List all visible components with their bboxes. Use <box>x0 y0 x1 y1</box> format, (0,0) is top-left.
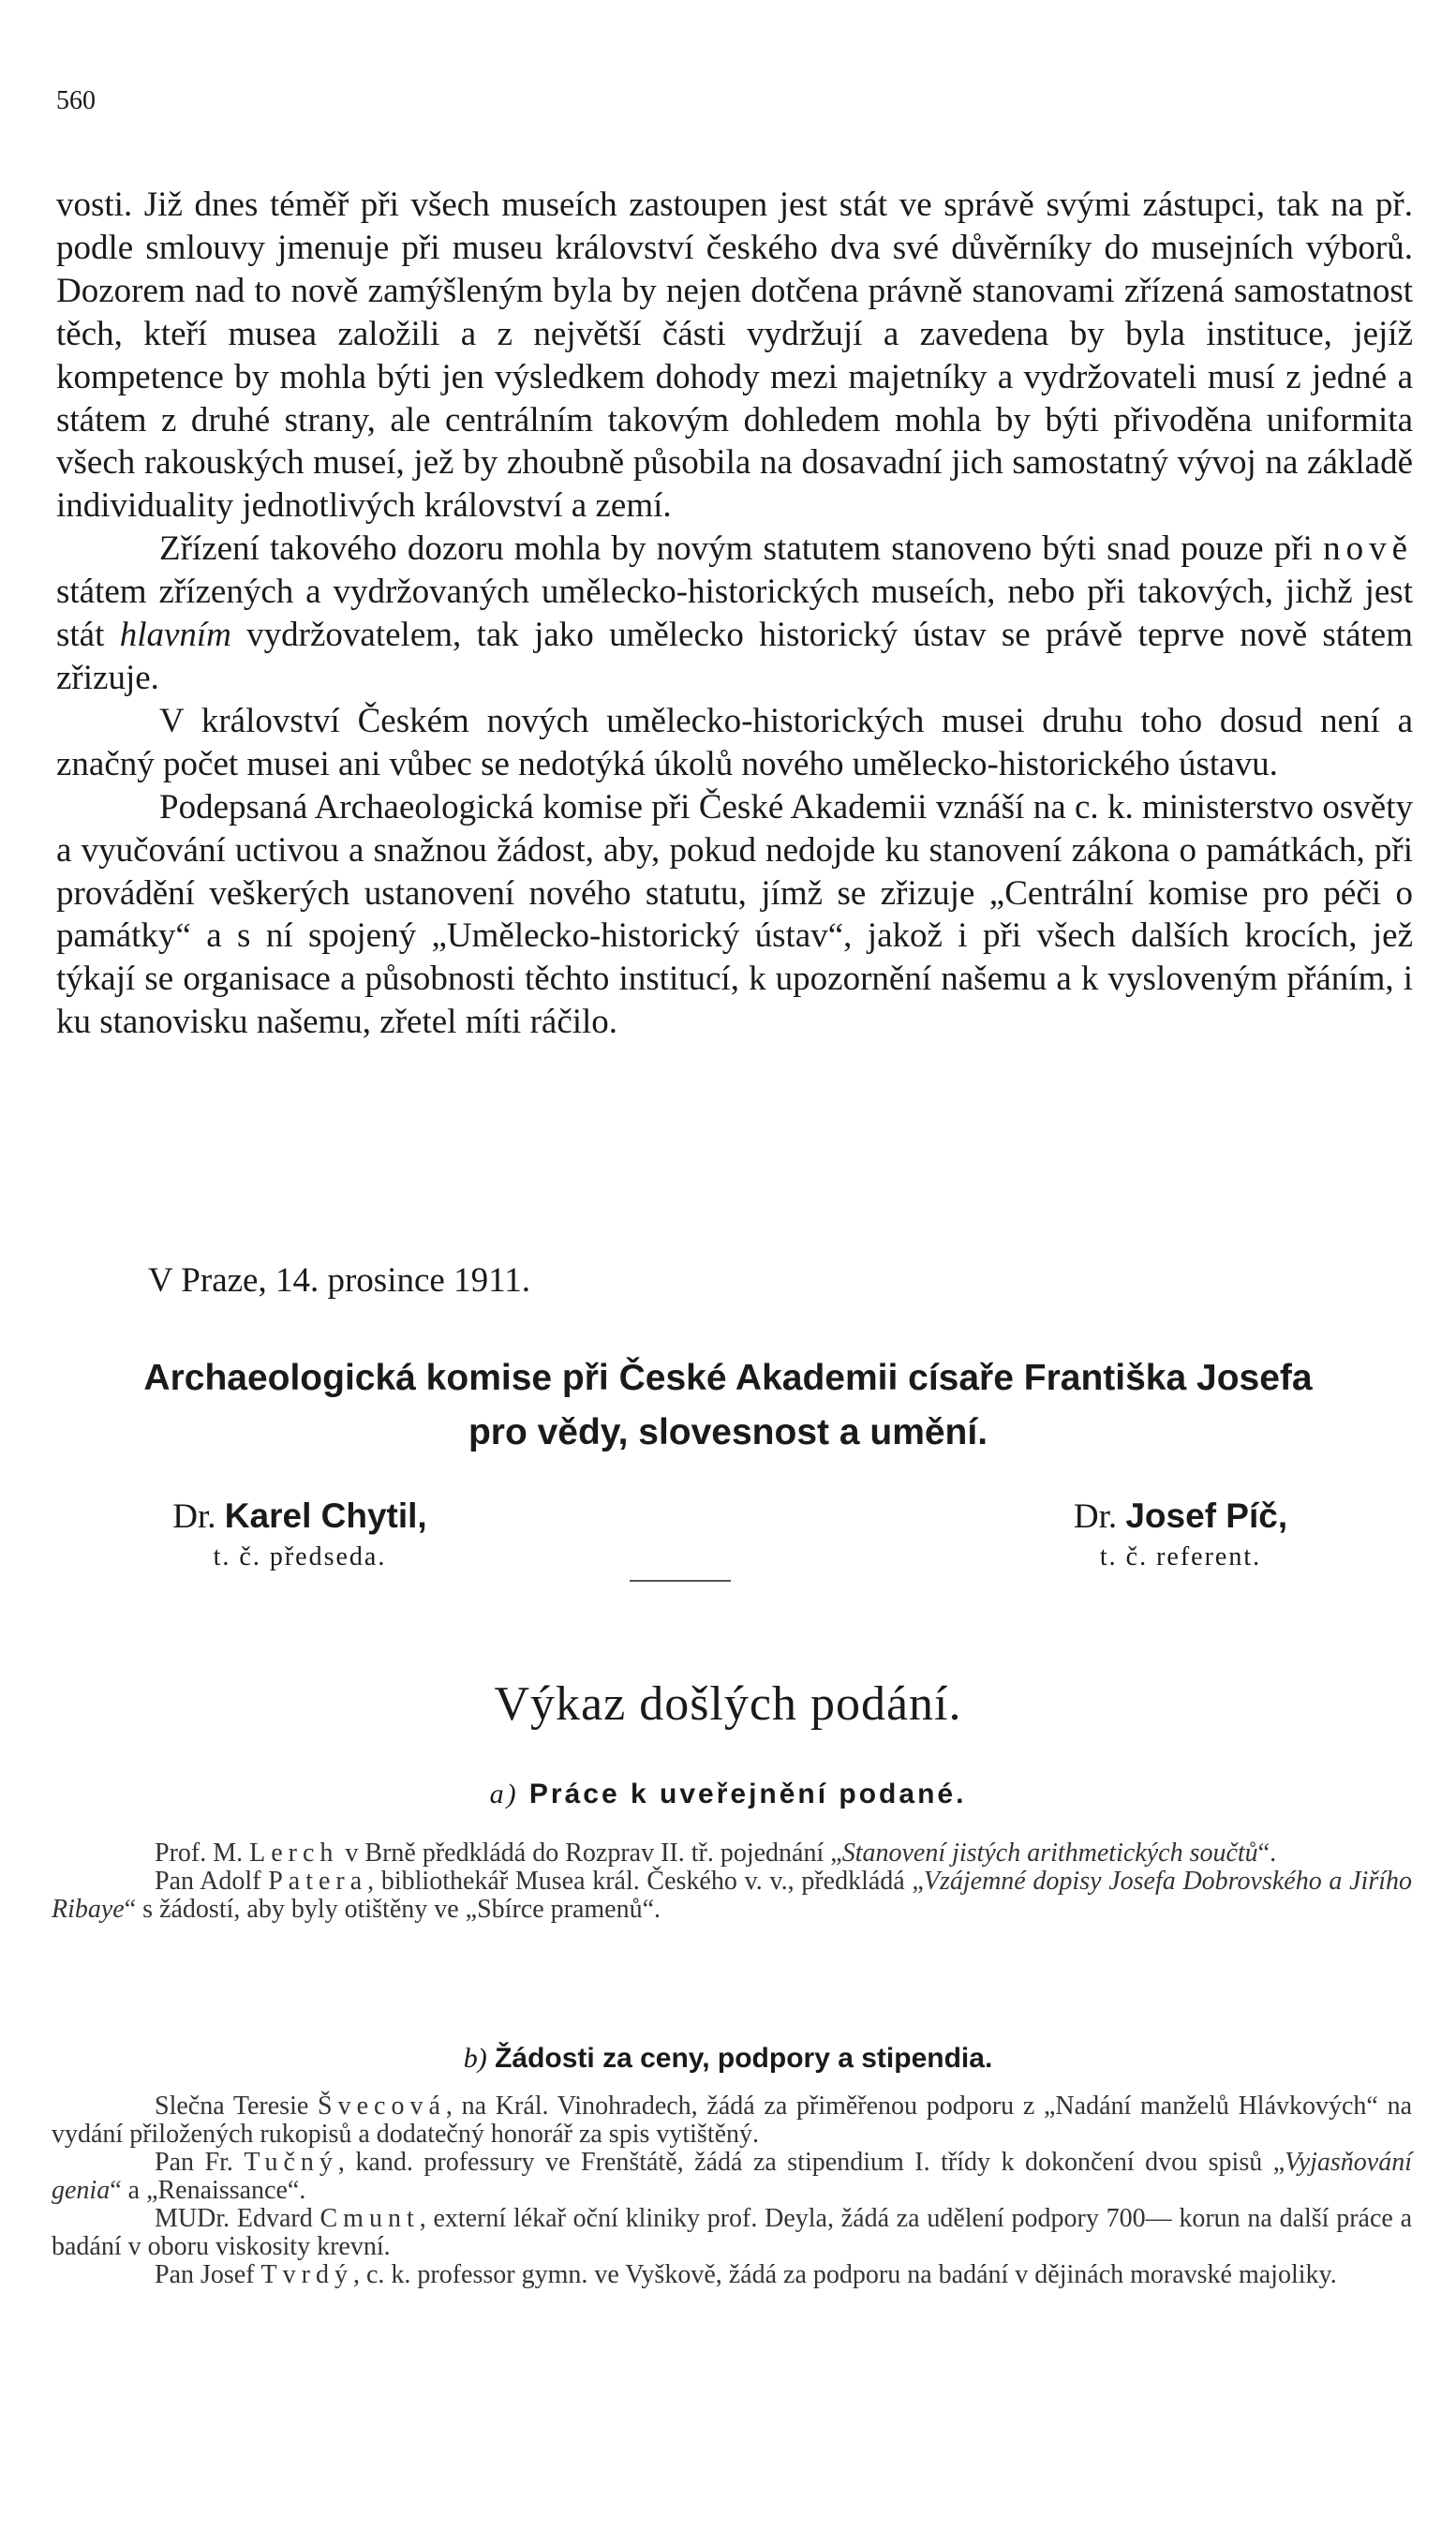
entries-b <box>52 2092 1412 2289</box>
signature-title: Dr. <box>1073 1497 1118 1536</box>
page-number: 560 <box>56 86 96 115</box>
divider <box>630 1580 731 1582</box>
signature-name: Karel Chytil, <box>224 1496 427 1535</box>
paragraph-1: vosti. Již dnes téměř při všech museích zastoupen jest stát ve správě svými zástupci, tak na př. podle smlouvy jmenuje při museu království českého dva své důvěrníky do musejních výborů. Dozorem nad to nově zamýšleným byla by nejen dotčena právně stanovami zřízená samostatnost těch, kteří musea založili a z největší části vydržují a zavedena by byla instituce, jejíž kompetence by mohla býti jen výsledkem dohody mezi majetníky a vydržovateli musí z jedné a státem z druhé strany, ale centrálním takovým dohledem mohla by býti přivoděna uniformita všech rakouských museí, jež by zhoubně působila na dosavadní jich samostatný vývoj na základě individuality jednotlivých království a zemí. <box>56 186 1413 526</box>
signature-title: Dr. <box>172 1497 216 1536</box>
entry: Slečna Teresie Švecová, na Král. Vinohradech, žádá za přiměřenou podporu z „Nadání manželů Hlávkových“ na vydání přiložených rukopisů a dodatečný honorář za spis vytištěný. <box>52 2092 1413 2149</box>
section-title: Výkaz došlých podání. <box>494 1677 962 1731</box>
paragraph-3: V království Českém nových umělecko-historických musei druhu toho dosud není a značný počet musei ani vůbec se nedotýká úkolů nového umělecko-historického ústavu. <box>56 701 1413 783</box>
subsection-a-heading: a) Práce k uveřejnění podané. <box>489 1779 967 1809</box>
signature-role: t. č. předseda. <box>213 1542 387 1571</box>
signature-role: t. č. referent. <box>1099 1542 1262 1571</box>
paragraph-2: Zřízení takového dozoru mohla by novým statutem stanoveno býti snad pouze při nově státem zřízených a vydržovaných umělecko-historických museích, nebo při takových, jichž jest stát hlavním vydržovatelem, tak jako umělecko historický ústav se právě teprve nově státem zřizuje. <box>56 529 1413 697</box>
entry: Pan Fr. Tučný, kand. professury ve Frenštátě, žádá za stipendium I. třídy k dokončení dvou spisů „Vyjasňování genia“ a „Renaissance“. <box>52 2148 1412 2205</box>
entry: Pan Adolf Patera, bibliothekář Musea král. Českého v. v., předkládá „Vzájemné dopisy Josefa Dobrovského a Jiřího Ribaye“ s žádostí, aby byly otištěny ve „Sbírce pramenů“. <box>52 1867 1412 1924</box>
signature-left <box>131 1496 468 1572</box>
signature-right <box>1012 1496 1349 1572</box>
subsection-b-heading: b) Žádosti za ceny, podpory a stipendia. <box>463 2043 993 2074</box>
signature-name: Josef Píč, <box>1125 1496 1288 1535</box>
main-text <box>56 184 1413 1044</box>
heading-line-1: Archaeologická komise při České Akademii císaře Františka Josefa <box>143 1358 1313 1398</box>
signatory-heading <box>37 1351 1419 1460</box>
entry: Pan Josef Tvrdý, c. k. professor gymn. ve Vyškově, žádá za podporu na badání v dějinách moravské majoliky. <box>155 2260 1337 2289</box>
dateline: V Praze, 14. prosince 1911. <box>148 1261 530 1300</box>
entries-a <box>52 1839 1412 1924</box>
paragraph-4: Podepsaná Archaeologická komise při České Akademii vznáší na c. k. ministerstvo osvěty a vyučování uctivou a snažnou žádost, aby, pokud nedojde ku stanovení zákona o památkách, při provádění veškerých ustanovení nového statutu, jímž se zřizuje „Centrální komise pro péči o památky“ a s ní spojený „Umělecko-historický ústav“, jakož i při všech dalších krocích, jež týkají se organisace a působnosti těchto institucí, k upozornění našemu a k vysloveným přáním, i ku stanovisku našemu, zřetel míti ráčilo. <box>56 787 1413 1042</box>
entry: Prof. M. Lerch v Brně předkládá do Rozprav II. tř. pojednání „Stanovení jistých arithmetických součtů“. <box>155 1839 1277 1868</box>
heading-line-2: pro vědy, slovesnost a umění. <box>468 1412 988 1452</box>
entry: MUDr. Edvard Cmunt, externí lékař oční kliniky prof. Deyla, žádá za udělení podpory 700— korun na další práce a badání v oboru viskosity krevní. <box>52 2204 1412 2261</box>
